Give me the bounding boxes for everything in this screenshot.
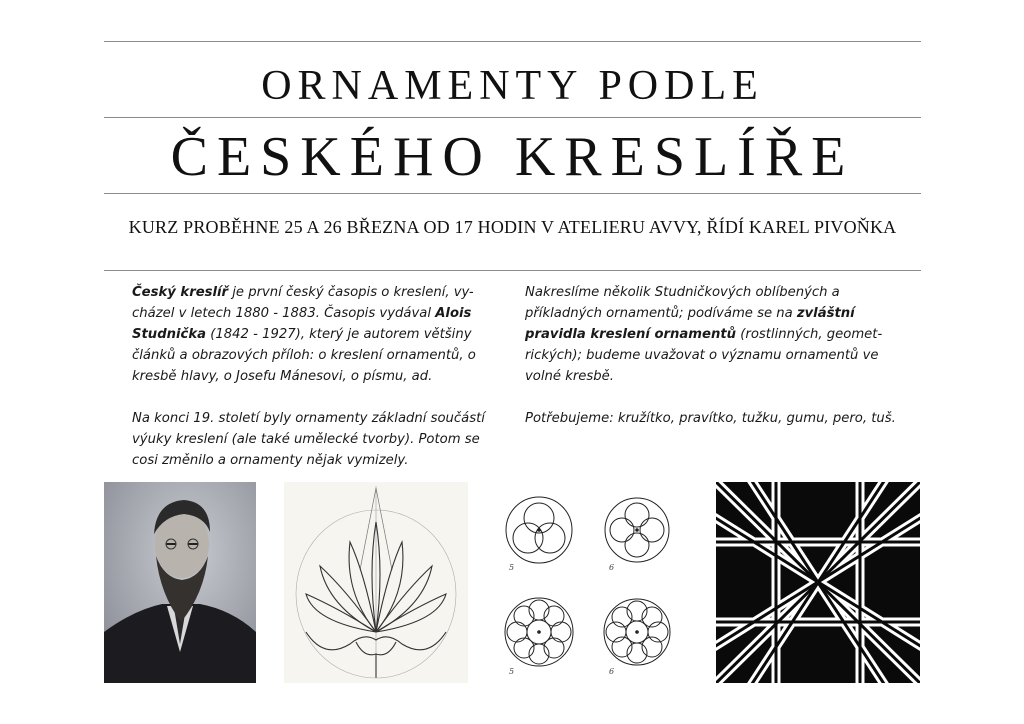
text-span: je první český časopis o kreslení, vy-cházel v letech 1880 - 1883. Časopis vydával	[132, 285, 474, 321]
course-info: KURZ PROBĚHNE 25 A 26 BŘEZNA OD 17 HODIN V ATELIERU AVVY, ŘÍDÍ KAREL PIVOŇKA	[128, 217, 897, 237]
portrait-icon	[104, 482, 256, 683]
body-rule	[104, 270, 921, 271]
circles-image	[489, 482, 689, 683]
interlace-icon	[716, 482, 920, 683]
author-name: Alois Studnička	[132, 306, 472, 342]
emphasis-text: zvláštní pravidla kreslení ornamentů	[525, 306, 855, 342]
magazine-name: Český kreslíř	[132, 285, 229, 300]
left-paragraph-1	[132, 282, 504, 387]
circles-icon	[489, 482, 689, 683]
title-bottom-rule	[104, 193, 921, 194]
interlace-image	[716, 482, 920, 683]
portrait-image	[104, 482, 256, 683]
left-paragraph-2: Na konci 19. století byly ornamenty základní součástí výuky kreslení (ale také umělecké tvorby). Potom se cosi změnilo a ornamenty nějak vymizely.	[132, 411, 485, 468]
figure-label: 5	[509, 667, 515, 676]
right-paragraph-1	[525, 282, 897, 387]
top-rule	[104, 41, 921, 42]
palmette-icon	[284, 482, 468, 683]
palmette-image	[284, 482, 468, 683]
left-column	[132, 282, 504, 492]
title-divider	[104, 117, 921, 118]
right-paragraph-2: Potřebujeme: kružítko, pravítko, tužku, gumu, pero, tuš.	[525, 411, 896, 426]
title-line-2: ČESKÉHO KRESLÍŘE	[170, 126, 855, 188]
text-span: (rostlinných, geomet-rických); budeme uvažovat o významu ornamentů ve volné kresbě.	[525, 327, 883, 384]
figure-label: 5	[509, 563, 515, 572]
text-span: Nakreslíme několik Studničkových oblíbených a příkladných ornamentů; podíváme se na	[525, 285, 840, 321]
title-line-1: ORNAMENTY PODLE	[261, 63, 764, 109]
right-column	[525, 282, 897, 450]
figure-label: 6	[609, 563, 615, 572]
text-span: (1842 - 1927), který je autorem většiny článků a obrazových příloh: o kreslení ornamentů, o kresbě hlavy, o Josefu Mánesovi, o písmu, ad.	[132, 327, 476, 384]
figure-label: 6	[609, 667, 615, 676]
